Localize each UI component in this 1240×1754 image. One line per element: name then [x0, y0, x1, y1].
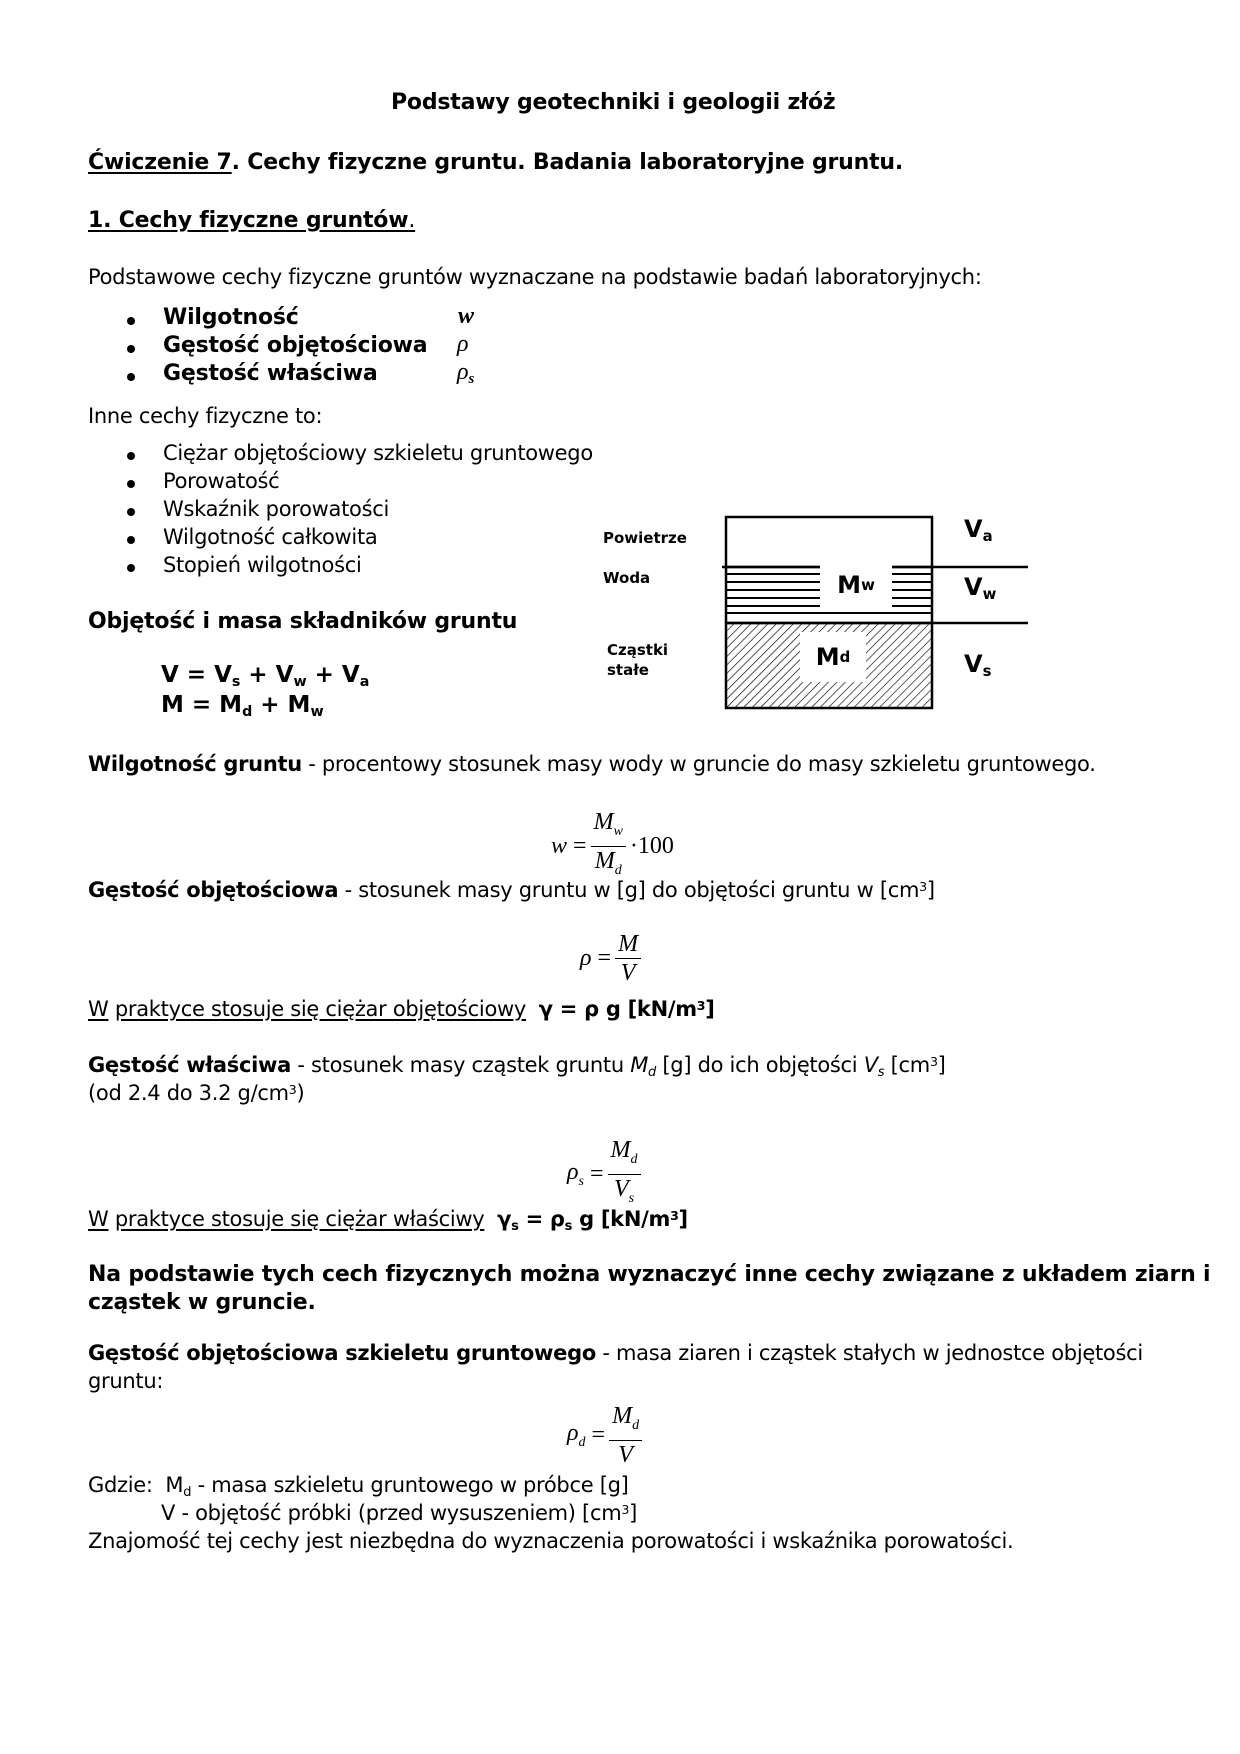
list-item: Ciężar objętościowy szkieletu gruntowego — [163, 441, 593, 465]
specific-density-practice: W praktyce stosuje się ciężar właściwy $\gamma_s = \rho_s$ g $[kN/m^3]$ — [88, 1207, 688, 1234]
section-heading — [88, 208, 415, 233]
note-line-1: Na podstawie tych cech fizycznych można wyznaczyć inne cechy związane z układem ziarn i — [88, 1262, 1211, 1287]
bullet-icon — [127, 317, 135, 325]
bullet-icon — [127, 508, 135, 516]
where-line-1: Gdzie: $M_d$ - masa szkieletu gruntowego w próbce [g] — [88, 1473, 629, 1500]
list-item: Porowatość — [163, 469, 280, 493]
bulk-density-definition: Gęstość objętościowa - stosunek masy gruntu w [g] do objętości gruntu w $[cm^3]$ — [88, 878, 935, 902]
property-symbol: ρ — [457, 331, 469, 357]
moisture-formula: w = $\frac{M_w}{M_d}$ ·100 — [551, 809, 674, 879]
volume-air-label: $V_a$ — [964, 515, 993, 545]
bulk-density-formula: ρ = $\frac{M}{V}$ — [580, 930, 645, 987]
intro-text: Podstawowe cechy fizyczne gruntów wyznaczane na podstawie badań laboratoryjnych: — [88, 265, 982, 289]
label-water: Woda — [603, 569, 651, 587]
label-solids-2: stałe — [607, 661, 649, 679]
exercise-label: Ćwiczenie 7 — [88, 150, 232, 175]
list-item: Wskaźnik porowatości — [163, 497, 390, 521]
dry-density-definition-cont: gruntu: — [88, 1369, 164, 1393]
label-solids-1: Cząstki — [607, 641, 669, 659]
document-title: Podstawy geotechniki i geologii złóż — [391, 90, 836, 115]
conclusion-text: Znajomość tej cechy jest niezbędna do wyznaczenia porowatości i wskaźnika porowatości. — [88, 1529, 1014, 1553]
property-symbol: $\rho_s$ — [457, 359, 475, 387]
volume-solids-label: $V_s$ — [964, 650, 992, 680]
components-heading: Objętość i masa składników gruntu — [88, 609, 518, 634]
mass-dry-label: M d — [800, 632, 866, 682]
list-item: Wilgotność całkowita — [163, 525, 378, 549]
volume-water-label: $V_w$ — [964, 573, 997, 603]
exercise-heading — [88, 150, 903, 175]
mass-water-label: M w — [820, 560, 892, 610]
bullet-icon — [127, 536, 135, 544]
other-intro: Inne cechy fizyczne to: — [88, 404, 323, 428]
dry-density-definition: Gęstość objętościowa szkieletu gruntowego - masa ziaren i cząstek stałych w jednostce objętości — [88, 1341, 1143, 1365]
bulk-density-practice: W praktyce stosuje się ciężar objętościowy γ = ρ g $[kN/m^3]$ — [88, 997, 715, 1021]
mass-equation: $M = M_d + M_w$ — [161, 692, 324, 720]
moisture-definition: Wilgotność gruntu - procentowy stosunek masy wody w gruncie do masy szkieletu gruntowego. — [88, 752, 1096, 776]
exercise-title: . Cechy fizyczne gruntu. Badania laboratoryjne gruntu. — [231, 150, 904, 175]
dry-density-formula: $\rho_d$ = $\frac{M_d}{V}$ — [567, 1402, 646, 1469]
bullet-icon — [127, 345, 135, 353]
specific-density-definition: Gęstość właściwa - stosunek masy cząstek gruntu $M_d$ [g] do ich objętości $V_s$ $[cm^3]$ — [88, 1053, 946, 1080]
bullet-icon — [127, 452, 135, 460]
property-name: Wilgotność — [163, 305, 299, 330]
volume-equation: $V = V_s + V_w + V_a$ — [161, 662, 370, 690]
specific-density-range: (od 2.4 do 3.2 $g/cm^3$) — [88, 1081, 305, 1105]
list-item: Stopień wilgotności — [163, 553, 362, 577]
bullet-icon — [127, 480, 135, 488]
note-line-2: cząstek w gruncie. — [88, 1290, 316, 1315]
specific-density-formula: $\rho_s$ = $\frac{M_d}{V_s}$ — [567, 1136, 645, 1213]
section-heading-dot: . — [408, 208, 416, 233]
bullet-icon — [127, 564, 135, 572]
property-name: Gęstość właściwa — [163, 361, 378, 386]
label-air: Powietrze — [603, 529, 687, 547]
where-line-2: V - objętość próbki (przed wysuszeniem) $[cm^3]$ — [161, 1501, 637, 1525]
section-heading-text: 1. Cechy fizyczne gruntów — [88, 208, 409, 233]
property-name: Gęstość objętościowa — [163, 333, 428, 358]
property-symbol: w — [458, 303, 475, 329]
bullet-icon — [127, 373, 135, 381]
